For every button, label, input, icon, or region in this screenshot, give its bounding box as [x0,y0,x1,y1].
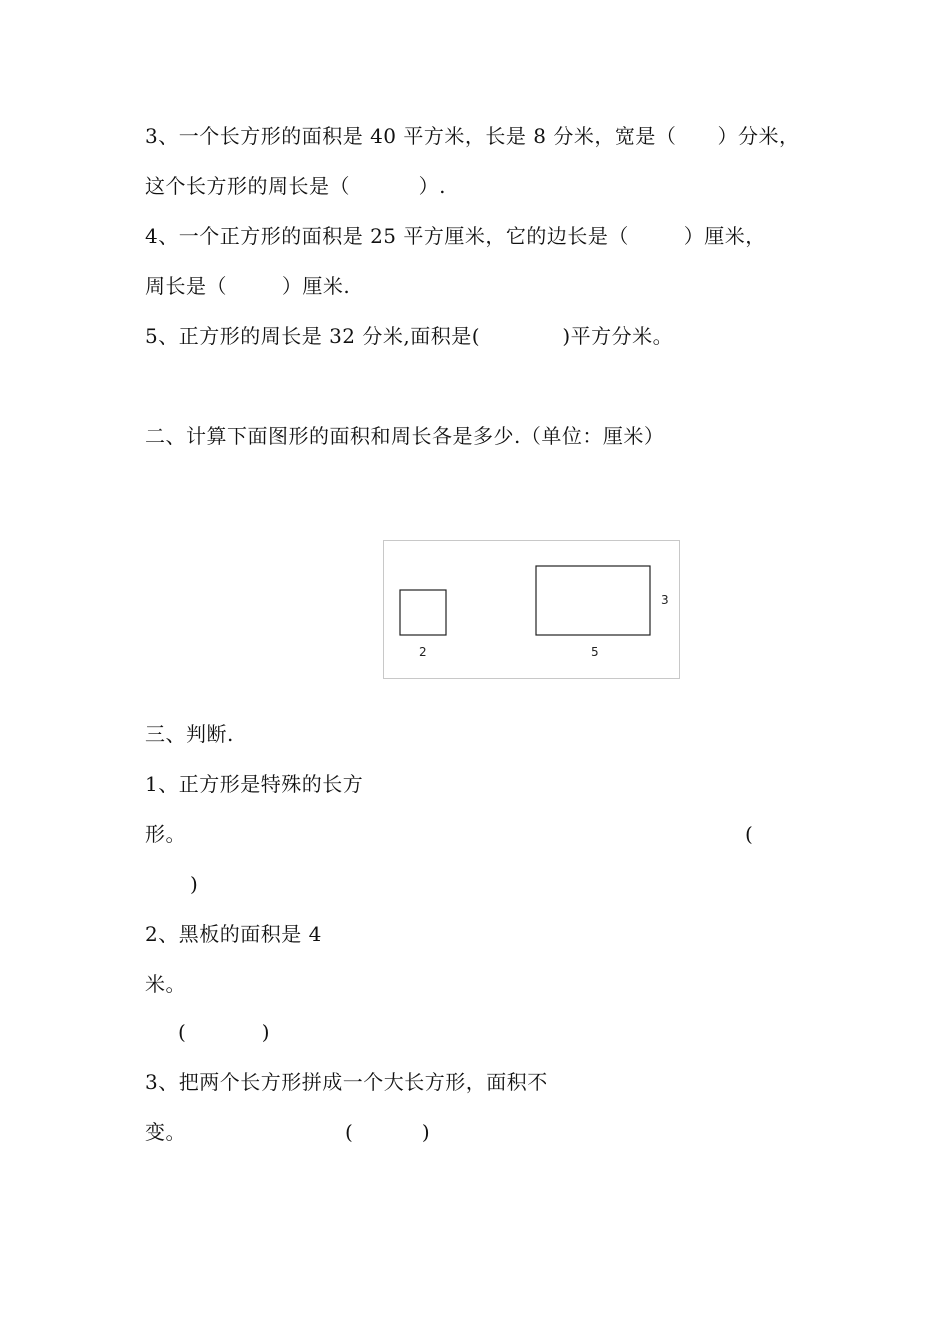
question-3-line-2: 这个长方形的周长是（ ）. [145,174,446,198]
question-3-line-1: 3、一个长方形的面积是 40 平方米，长是 8 分米，宽是（ ）分米， [145,124,800,148]
shapes-figure [383,540,680,679]
square-shape [400,590,446,635]
judge-1-paren-close[interactable]: ) [190,872,199,896]
shapes-figure-svg [384,541,681,680]
judge-2-line-1: 2、黑板的面积是 4 [145,922,322,946]
section-3-heading: 三、判断. [145,722,234,746]
rectangle-width-label: 5 [591,645,599,659]
question-4-line-2: 周长是（ ）厘米. [145,274,351,298]
judge-1-line-2: 形。 [145,822,186,846]
question-4-line-1: 4、一个正方形的面积是 25 平方厘米，它的边长是（ ）厘米， [145,224,766,248]
judge-3-line-2: 变。 [145,1120,186,1144]
judge-3-answer-paren[interactable]: ( ) [345,1120,431,1144]
section-2-heading: 二、计算下面图形的面积和周长各是多少.（单位：厘米） [145,424,665,448]
judge-3-line-1: 3、把两个长方形拼成一个大长方形，面积不 [145,1070,548,1094]
judge-1-paren-open[interactable]: ( [745,822,754,846]
judge-2-line-2: 米。 [145,972,186,996]
square-side-label: 2 [419,645,427,659]
question-5-line-1: 5、正方形的周长是 32 分米,面积是( )平方分米。 [145,324,674,348]
rectangle-height-label: 3 [661,593,669,607]
rectangle-shape [536,566,650,635]
judge-1-line-1: 1、正方形是特殊的长方 [145,772,364,796]
judge-2-answer-paren[interactable]: ( ) [178,1020,271,1044]
